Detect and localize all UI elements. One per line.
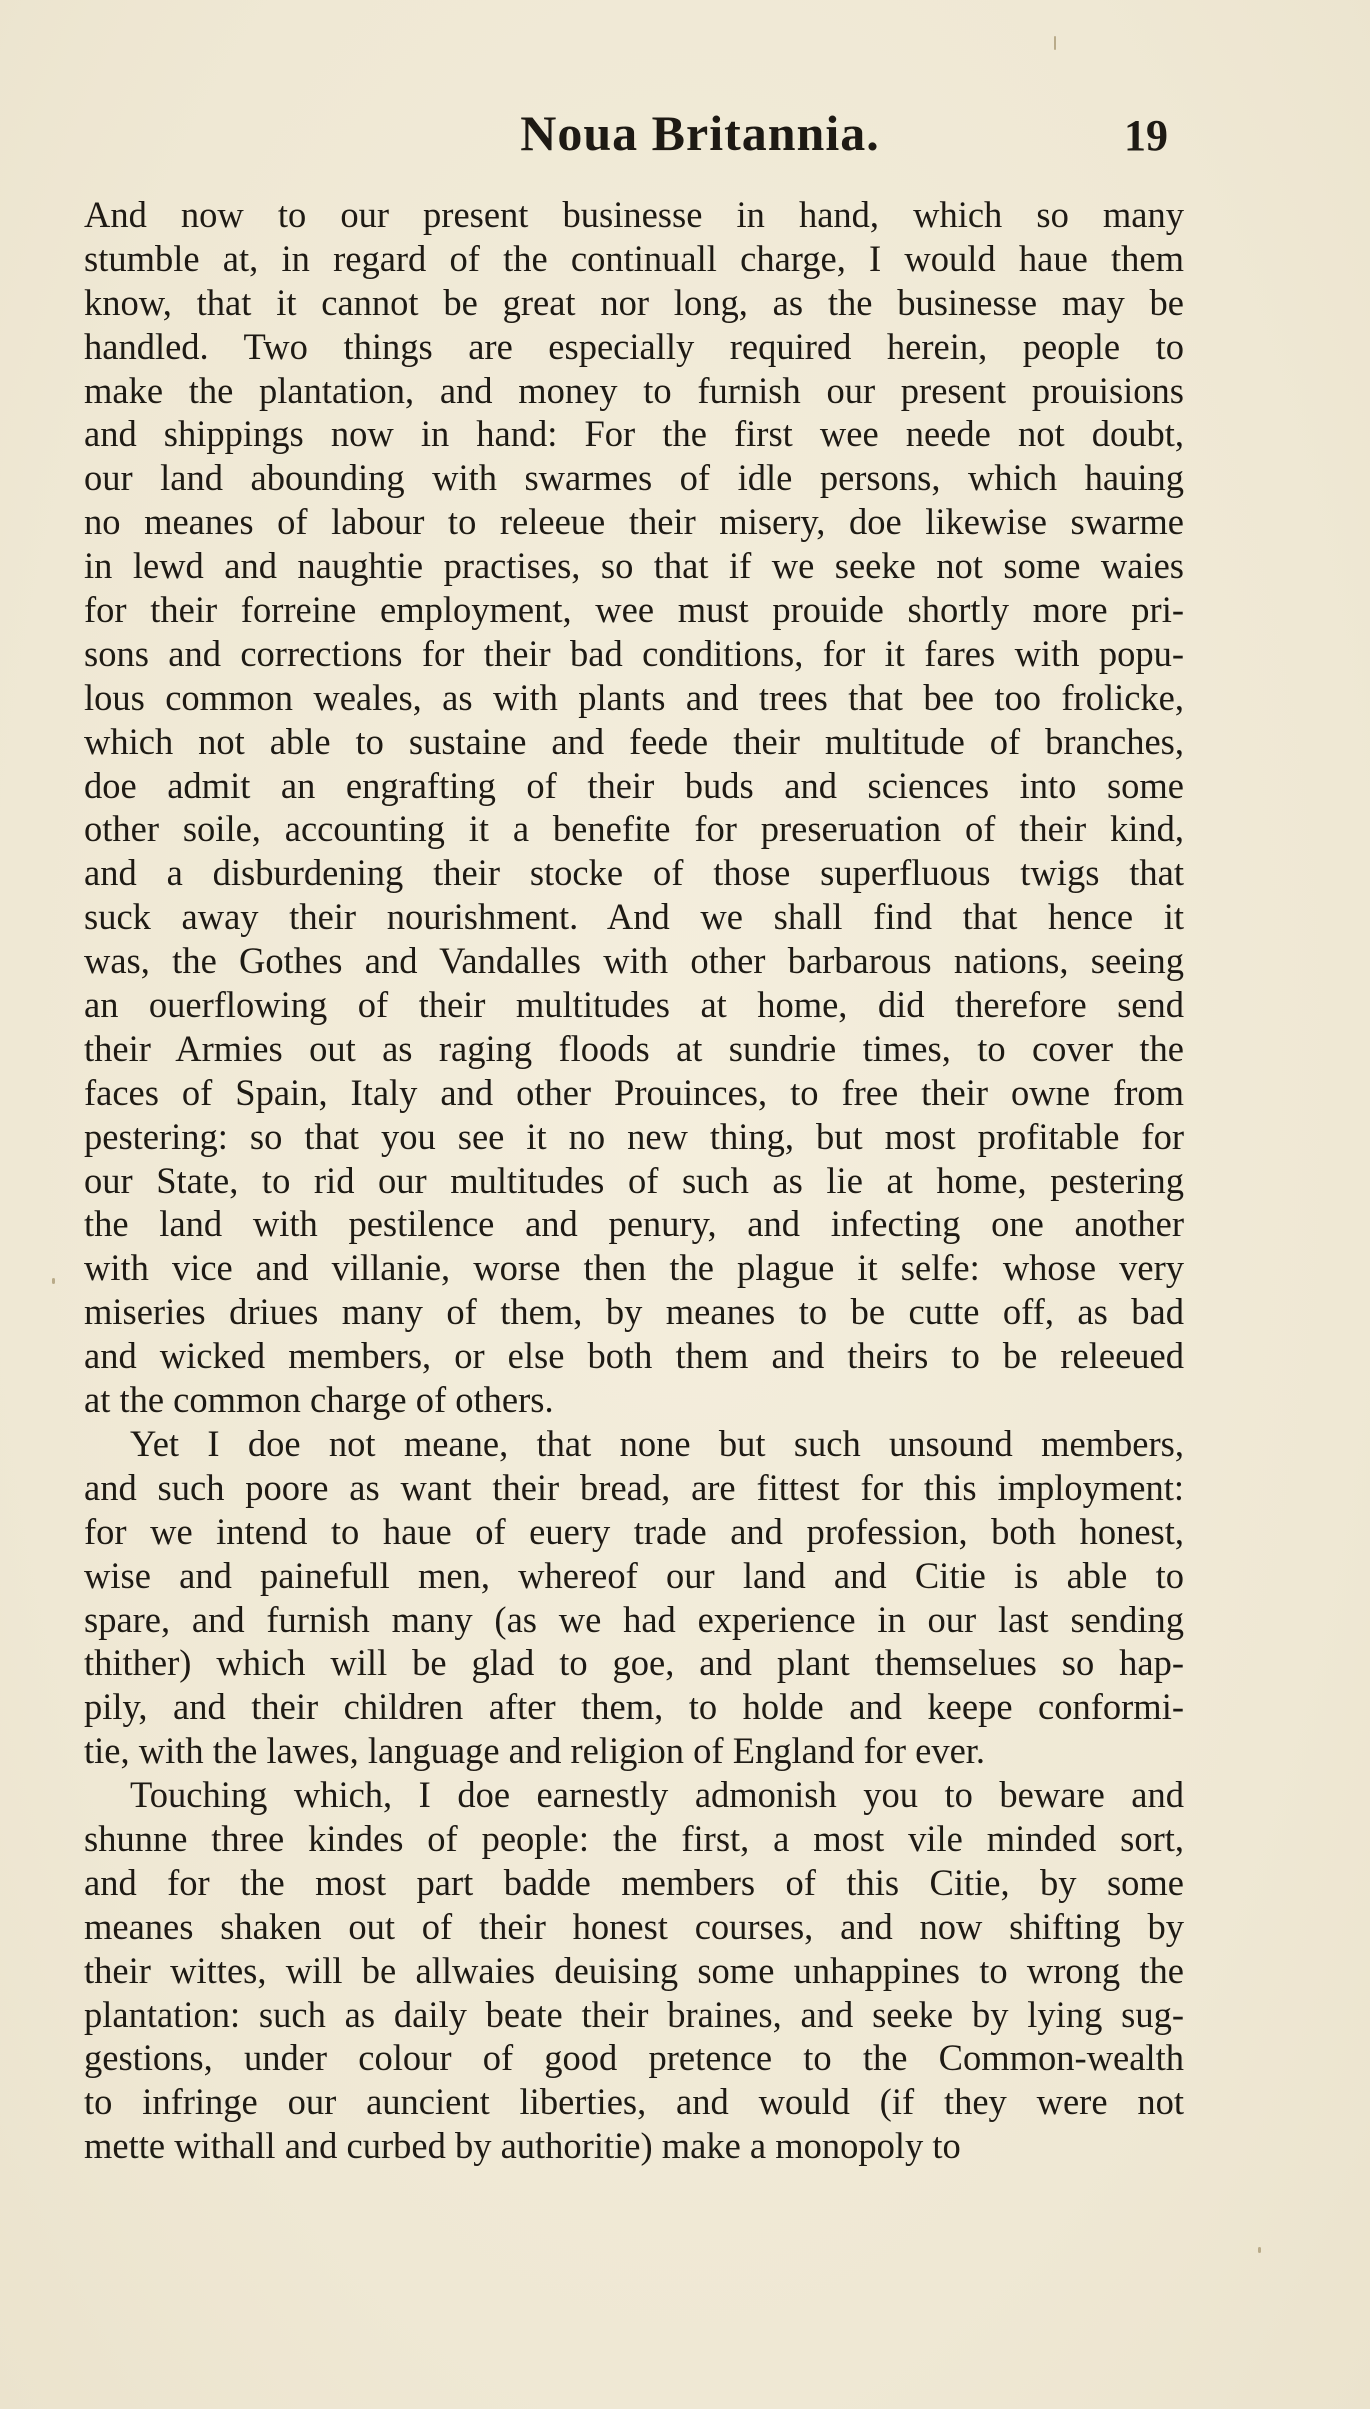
text-line: spare, and furnish many (as we had experience in our last sending xyxy=(84,1598,1184,1640)
text-line: meanes shaken out of their honest courses, and now shifting by xyxy=(84,1905,1184,1947)
text-line: for their forreine employment, wee must prouide shortly more pri- xyxy=(84,589,1184,631)
text-line: mette withall and curbed by authoritie) make a monopoly to xyxy=(84,2125,961,2167)
page-header xyxy=(0,100,1370,170)
text-line: shunne three kindes of people: the first, a most vile minded sort, xyxy=(84,1817,1184,1859)
text-line: other soile, accounting it a benefite for preseruation of their kind, xyxy=(84,808,1184,850)
text-line: and wicked members, or else both them and theirs to be releeued xyxy=(84,1335,1184,1377)
paragraph xyxy=(84,1773,1184,2168)
text-line: thither) which will be glad to goe, and plant themselues so hap- xyxy=(84,1642,1184,1684)
page-number: 19 xyxy=(1124,111,1168,160)
text-line: and for the most part badde members of this Citie, by some xyxy=(84,1861,1184,1903)
text-line: wise and painefull men, whereof our land and Citie is able to xyxy=(84,1554,1184,1596)
text-line: know, that it cannot be great nor long, as the businesse may be xyxy=(84,281,1184,323)
text-line: handled. Two things are especially required herein, people to xyxy=(84,325,1184,367)
text-line: And now to our present businesse in hand, which so many xyxy=(84,194,1184,235)
text-line: our State, to rid our multitudes of such as lie at home, pestering xyxy=(84,1159,1184,1201)
text-line: in lewd and naughtie practises, so that if we seeke not some waies xyxy=(84,545,1184,587)
paragraph xyxy=(84,193,1184,1422)
text-line: to infringe our auncient liberties, and would (if they were not xyxy=(84,2081,1184,2123)
text-line: pestering: so that you see it no new thing, but most profitable for xyxy=(84,1115,1184,1157)
text-line: Touching which, I doe earnestly admonish you to beware and xyxy=(130,1774,1184,1816)
text-line: miseries driues many of them, by meanes to be cutte off, as bad xyxy=(84,1291,1184,1333)
text-line: their Armies out as raging floods at sundrie times, to cover the xyxy=(84,1027,1184,1069)
text-line: and such poore as want their bread, are fittest for this imployment: xyxy=(84,1466,1184,1508)
text-line: their wittes, will be allwaies deuising some unhappines to wrong the xyxy=(84,1949,1184,1991)
paper-speck xyxy=(1258,2247,1261,2253)
text-line: doe admit an engrafting of their buds and sciences into some xyxy=(84,764,1184,806)
text-line: was, the Gothes and Vandalles with other barbarous nations, seeing xyxy=(84,940,1184,982)
text-line: and a disburdening their stocke of those superfluous twigs that xyxy=(84,852,1184,894)
text-line: the land with pestilence and penury, and infecting one another xyxy=(84,1203,1184,1245)
paper-speck xyxy=(52,1278,55,1284)
text-line: faces of Spain, Italy and other Prouinces, to free their owne from xyxy=(84,1071,1184,1113)
text-line: no meanes of labour to releeue their misery, doe likewise swarme xyxy=(84,501,1184,543)
body-text xyxy=(84,193,1184,2168)
paragraph xyxy=(84,1422,1184,1773)
running-title: Noua Britannia. xyxy=(520,105,880,161)
text-line: at the common charge of others. xyxy=(84,1379,554,1421)
text-line: make the plantation, and money to furnish our present prouisions xyxy=(84,369,1184,411)
text-line: which not able to sustaine and feede their multitude of branches, xyxy=(84,720,1184,762)
text-line: lous common weales, as with plants and trees that bee too frolicke, xyxy=(84,676,1184,718)
text-line: our land abounding with swarmes of idle persons, which hauing xyxy=(84,457,1184,499)
text-line: tie, with the lawes, language and religion of England for ever. xyxy=(84,1730,986,1772)
text-line: Yet I doe not meane, that none but such unsound members, xyxy=(130,1422,1184,1464)
paper-speck xyxy=(1054,36,1056,50)
text-line: an ouerflowing of their multitudes at home, did therefore send xyxy=(84,984,1184,1026)
text-line: and shippings now in hand: For the first wee neede not doubt, xyxy=(84,413,1184,455)
text-line: for we intend to haue of euery trade and profession, both honest, xyxy=(84,1510,1184,1552)
text-line: suck away their nourishment. And we shall find that hence it xyxy=(84,896,1184,938)
text-line: pily, and their children after them, to holde and keepe conformi- xyxy=(84,1686,1184,1728)
text-line: gestions, under colour of good pretence to the Common-wealth xyxy=(84,2037,1184,2079)
text-line: stumble at, in regard of the continuall charge, I would haue them xyxy=(84,237,1184,279)
text-line: sons and corrections for their bad conditions, for it fares with popu- xyxy=(84,632,1184,674)
text-line: with vice and villanie, worse then the plague it selfe: whose very xyxy=(84,1247,1184,1289)
text-line: plantation: such as daily beate their braines, and seeke by lying sug- xyxy=(84,1993,1184,2035)
